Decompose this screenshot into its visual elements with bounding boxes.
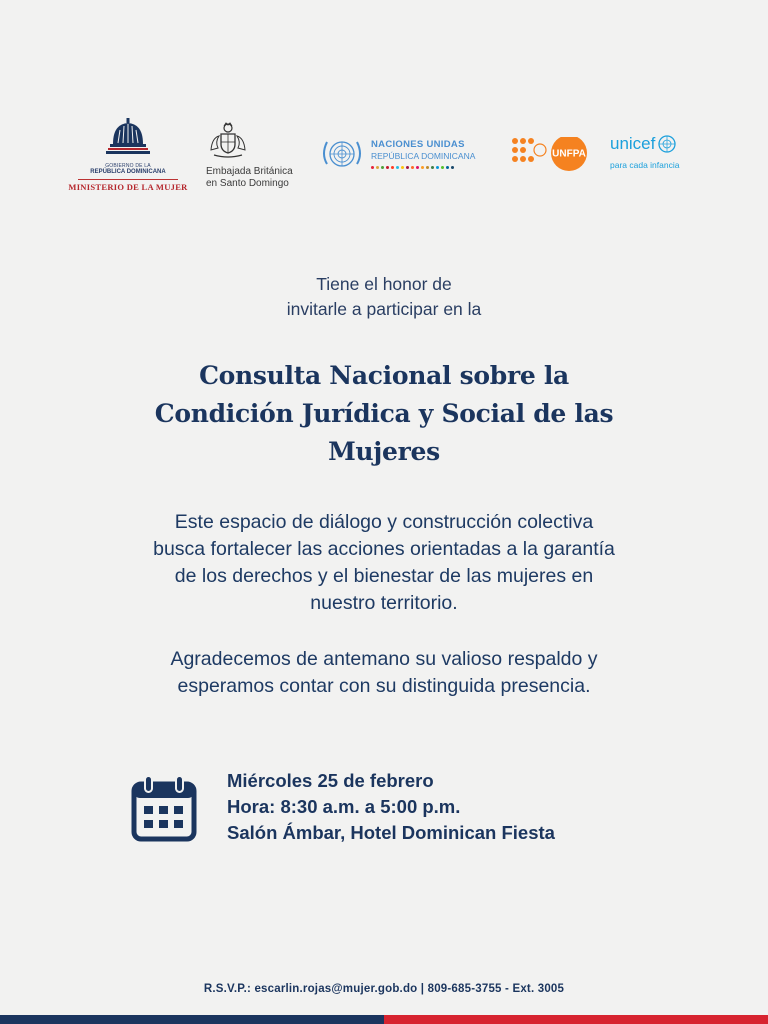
title-line3: Mujeres: [328, 437, 440, 466]
intro-line1: Tiene el honor de: [316, 274, 452, 294]
event-place: Salón Ámbar, Hotel Dominican Fiesta: [227, 822, 555, 843]
ministerio-mujer-logo: [68, 118, 188, 192]
title-line1: Consulta Nacional sobre la: [199, 361, 569, 390]
event-details: [227, 768, 555, 846]
ministerio-republica-text: REPÚBLICA DOMINICANA: [90, 169, 166, 175]
ministerio-divider: [78, 179, 178, 180]
thanks-line: Agradecemos de antemano su valioso respaldo y: [170, 648, 598, 670]
ministerio-gobierno-text: GOBIERNO DE LA: [105, 163, 151, 169]
sdg-color-dots: [371, 166, 454, 169]
title-line2: Condición Jurídica y Social de las: [154, 399, 614, 428]
footer-bar-red: [384, 1015, 768, 1024]
embajada-britanica-logo: [206, 122, 306, 190]
unicef-tagline: para cada infancia: [610, 160, 680, 170]
event-title: [0, 357, 768, 471]
description-line: de los derechos y el bienestar de las mujeres en: [174, 565, 594, 587]
intro-text: [0, 272, 768, 322]
calendar-icon: [131, 775, 197, 843]
description-line: Este espacio de diálogo y construcción colectiva: [174, 511, 594, 533]
unicef-name: unicef: [610, 134, 656, 153]
description-paragraph: [0, 509, 768, 617]
un-emblem-icon: [319, 134, 365, 174]
intro-line2: invitarle a participar en la: [286, 299, 482, 319]
unfpa-mark-icon: [511, 137, 589, 173]
unicef-globe-icon: [657, 134, 677, 154]
embajada-line2: en Santo Domingo: [206, 178, 289, 189]
unfpa-logo: [511, 137, 591, 178]
event-time: Hora: 8:30 a.m. a 5:00 p.m.: [227, 796, 461, 817]
footer-bar-blue: [0, 1015, 384, 1024]
description-line: busca fortalecer las acciones orientadas a la garantía: [153, 538, 615, 560]
un-line2: REPÚBLICA DOMINICANA: [371, 151, 476, 161]
embajada-line1: Embajada Británica: [206, 166, 293, 177]
thanks-paragraph: [0, 646, 768, 700]
rsvp-contact: R.S.V.P.: escarlin.rojas@mujer.gob.do | 809-685-3755 - Ext. 3005: [203, 983, 565, 995]
unfpa-label: UNFPA: [552, 148, 586, 160]
dome-emblem-icon: [106, 118, 150, 156]
unicef-logo: [610, 134, 700, 170]
logo-strip: [0, 118, 768, 198]
description-line: nuestro territorio.: [310, 592, 458, 614]
event-date: Miércoles 25 de febrero: [227, 770, 434, 791]
thanks-line: esperamos contar con su distinguida presencia.: [177, 675, 591, 697]
un-line1: NACIONES UNIDAS: [371, 139, 465, 150]
ministerio-name-text: MINISTERIO DE LA MUJER: [68, 182, 188, 192]
royal-coat-of-arms-icon: [206, 122, 250, 158]
